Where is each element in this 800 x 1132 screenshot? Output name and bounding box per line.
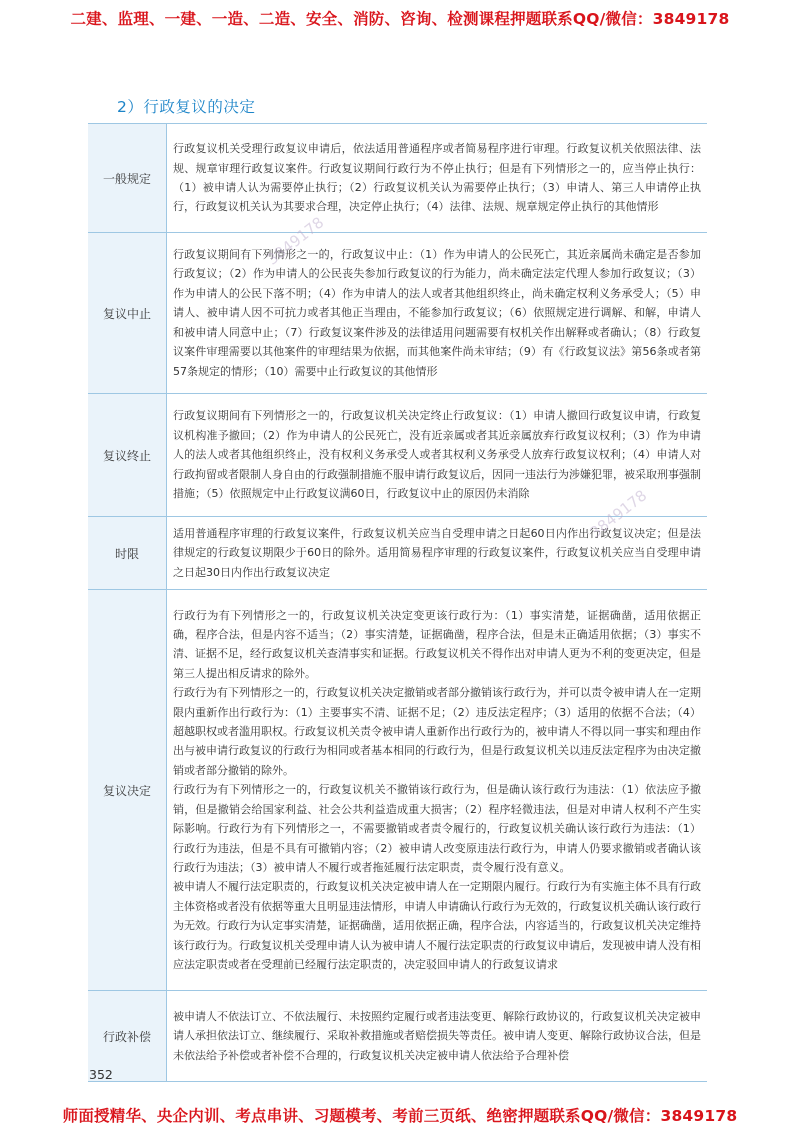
row-paragraph: 被申请人不依法订立、不依法履行、未按照约定履行或者违法变更、解除行政协议的，行政复议机关决定被申请人承担依法订立、继续履行、采取补救措施或者赔偿损失等责任。被申请人变更、解除行政协议合法，但是未依法给予补偿或者补偿不合理的，行政复议机关决定被申请人依法给予合理补偿 [173,1009,701,1062]
watermark: 3849178 [586,486,651,542]
watermark: 3849178 [263,213,328,269]
table-row-general [88,124,707,233]
table-row-time-limit [88,517,707,590]
header-banner: 二建、监理、一建、一造、二造、安全、消防、咨询、检测课程押题联系QQ/微信：3849178 [70,10,730,28]
footer-banner: 师面授精华、央企内训、考点串讲、习题模考、考前三页纸、绝密押题联系QQ/微信：3849178 [62,1107,738,1125]
row-label-time-limit: 时限 [88,517,167,590]
row-content-termination [167,394,708,517]
table-row-compensation [88,991,707,1082]
row-label-general: 一般规定 [88,124,167,233]
page-number: 352 [89,1067,113,1082]
row-paragraph: 适用普通程序审理的行政复议案件，行政复议机关应当自受理申请之日起60日内作出行政复议决定；但是法律规定的行政复议期限少于60日的除外。适用简易程序审理的行政复议案件，行政复议机关应当自受理申请之日起30日内作出行政复议决定 [173,526,701,579]
row-paragraph: 行政行为有下列情形之一的，行政复议机关决定变更该行政行为：（1）事实清楚，证据确凿，适用依据正确，程序合法，但是内容不适当；（2）事实清楚，证据确凿，程序合法，但是未正确适用依据；（3）事实不清、证据不足，经行政复议机关查清事实和证据。行政复议机关不得作出对申请人更为不利的变更决定，但是第三人提出相反请求的除外。 [173,608,701,680]
section-title: 2）行政复议的决定 [117,98,256,116]
rules-table [88,123,707,1082]
row-paragraph: 行政复议机关受理行政复议申请后，依法适用普通程序或者简易程序进行审理。行政复议机关依照法律、法规、规章审理行政复议案件。行政复议期间行政行为不停止执行；但是有下列情形之一的，应当停止执行：（1）被申请人认为需要停止执行；（2）行政复议机关认为需要停止执行；（3）申请人、第三人申请停止执行，行政复议机关认为其要求合理，决定停止执行；（4）法律、法规、规章规定停止执行的其他情形 [173,142,701,214]
table-row-suspension [88,233,707,394]
row-content-time-limit [167,517,708,590]
row-paragraph: 行政复议期间有下列情形之一的，行政复议机关决定终止行政复议：（1）申请人撤回行政复议申请，行政复议机构准予撤回；（2）作为申请人的公民死亡，没有近亲属或者其近亲属放弃行政复议权利；（3）作为申请人的法人或者其他组织终止，没有权利义务承受人或者其权利义务承受人放弃行政复议权利；（4）申请人对行政拘留或者限制人身自由的行政强制措施不服申请行政复议后，因同一违法行为涉嫌犯罪，被采取刑事强制措施；（5）依照规定中止行政复议满60日，行政复议中止的原因仍未消除 [173,409,701,501]
row-content-general [167,124,708,233]
row-paragraph: 行政行为有下列情形之一的，行政复议机关决定撤销或者部分撤销该行政行为，并可以责令被申请人在一定期限内重新作出行政行为：（1）主要事实不清、证据不足；（2）违反法定程序；（3）适用的依据不合法；（4）超越职权或者滥用职权。行政复议机关责令被申请人重新作出行政行为的，被申请人不得以同一事实和理由作出与被申请行政复议的行政行为相同或者基本相同的行政行为，但是行政复议机关以违反法定程序为由决定撤销或者部分撤销的除外。 [173,686,701,777]
row-paragraph: 行政复议期间有下列情形之一的，行政复议中止：（1）作为申请人的公民死亡，其近亲属尚未确定是否参加行政复议；（2）作为申请人的公民丧失参加行政复议的行为能力，尚未确定法定代理人参加行政复议；（3）作为申请人的公民下落不明；（4）作为申请人的法人或者其他组织终止，尚未确定权利义务承受人；（5）申请人、被申请人因不可抗力或者其他正当理由，不能参加行政复议；（6）依照规定进行调解、和解，申请人和被申请人同意中止；（7）行政复议案件涉及的法律适用问题需要有权机关作出解释或者确认；（8）行政复议案件审理需要以其他案件的审理结果为依据，而其他案件尚未审结；（9）有《行政复议法》第56条或者第57条规定的情形；（10）需要中止行政复议的其他情形 [173,248,701,378]
row-paragraph: 被申请人不履行法定职责的，行政复议机关决定被申请人在一定期限内履行。行政行为有实施主体不具有行政主体资格或者没有依据等重大且明显违法情形，申请人申请确认行政行为无效的，行政复议机关确认该行政行为无效。行政行为认定事实清楚，证据确凿，适用依据正确，程序合法，内容适当的，行政复议机关决定维持该行政行为。行政复议机关受理申请人认为被申请人不履行法定职责的行政复议申请后，发现被申请人没有相应法定职责或者在受理前已经履行法定职责的，决定驳回申请人的行政复议请求 [173,880,701,971]
row-label-compensation: 行政补偿 [88,991,167,1082]
table-row-termination [88,394,707,517]
row-content-compensation [167,991,708,1082]
row-label-termination: 复议终止 [88,394,167,517]
row-content-suspension [167,233,708,394]
row-label-suspension: 复议中止 [88,233,167,394]
row-content-decision [167,590,708,991]
table-row-decision [88,590,707,991]
row-paragraph: 行政行为有下列情形之一的，行政复议机关不撤销该行政行为，但是确认该行政行为违法：（1）依法应予撤销，但是撤销会给国家利益、社会公共利益造成重大损害；（2）程序轻微违法，但是对申请人权利不产生实际影响。行政行为有下列情形之一，不需要撤销或者责令履行的，行政复议机关确认该行政行为违法：（1）行政行为违法，但是不具有可撤销内容；（2）被申请人改变原违法行政行为，申请人仍要求撤销或者确认该行政行为违法；（3）被申请人不履行或者拖延履行法定职责，责令履行没有意义。 [173,783,701,874]
row-label-decision: 复议决定 [88,590,167,991]
